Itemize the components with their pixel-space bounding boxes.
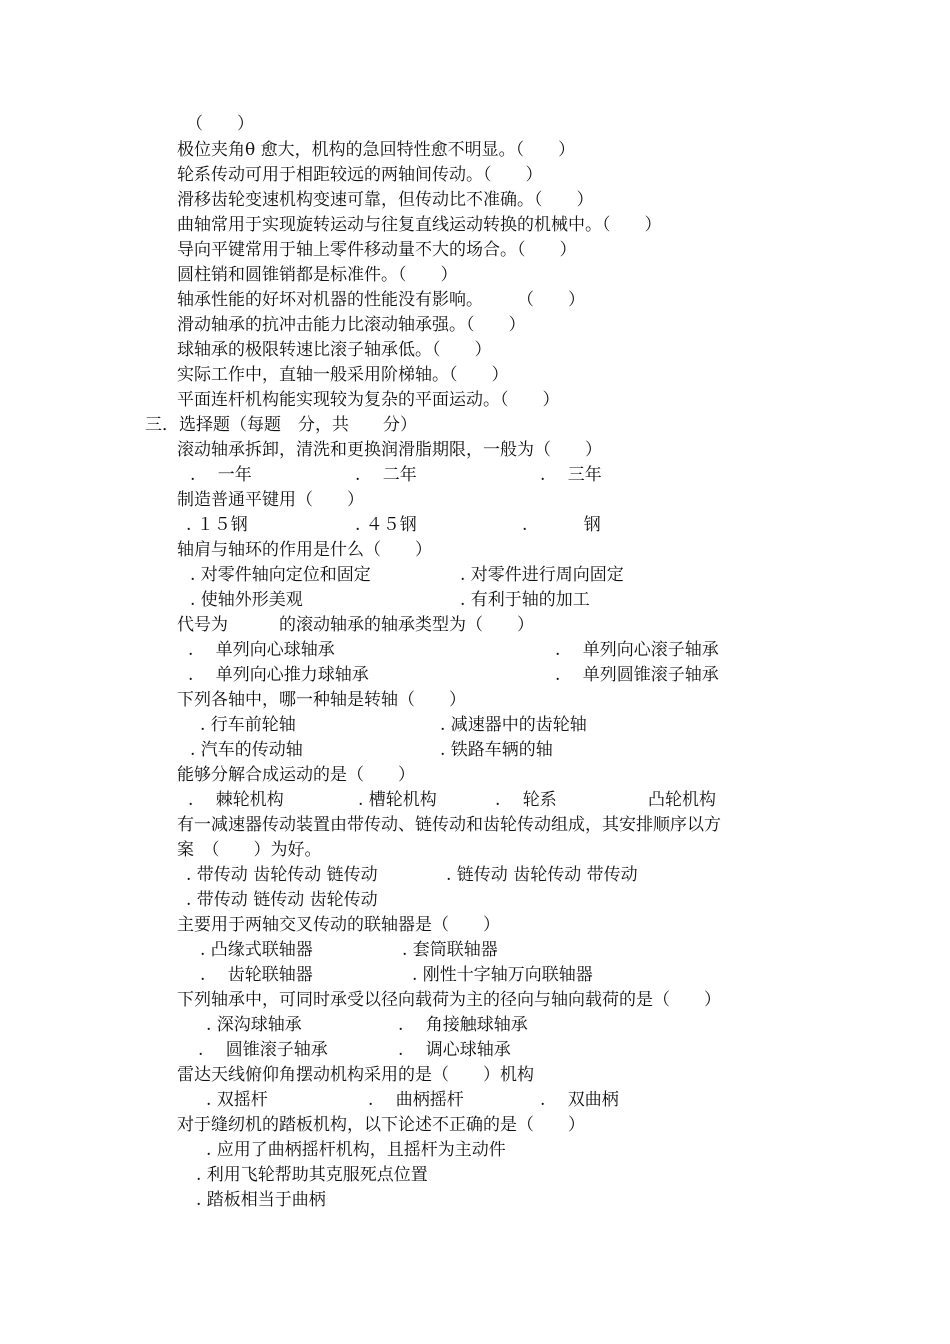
mc-option: . １５钢 (186, 515, 248, 535)
mc-option: . 角接触球轴承 (398, 1015, 528, 1035)
mc-option: . 调心球轴承 (398, 1040, 511, 1060)
mc-option: . 轮系 (495, 790, 557, 810)
mc-question: 雷达天线俯仰角摆动机构采用的是（ ）机构 (177, 1065, 534, 1085)
mc-question: 能够分解合成运动的是（ ） (177, 765, 415, 785)
mc-option: . 双摇杆 (206, 1090, 268, 1110)
mc-option: . 套筒联轴器 (402, 940, 498, 960)
mc-option: . 深沟球轴承 (206, 1015, 302, 1035)
mc-question: 轴肩与轴环的作用是什么（ ） (177, 540, 432, 560)
mc-question: 下列轴承中，可同时承受以径向载荷为主的径向与轴向载荷的是（ ） (177, 990, 721, 1010)
mc-option: . 带传动 齿轮传动 链传动 (186, 865, 378, 885)
mc-options-row (0, 564, 950, 586)
mc-question: 下列各轴中，哪一种轴是转轴（ ） (177, 690, 466, 710)
mc-option: . 减速器中的齿轮轴 (440, 715, 587, 735)
mc-options-row (0, 964, 950, 986)
mc-option: . 有利于轴的加工 (460, 590, 590, 610)
mc-question: 代号为 的滚动轴承的轴承类型为（ ） (177, 615, 534, 635)
mc-option: . ４５钢 (355, 515, 417, 535)
mc-option: . 对零件进行周向固定 (460, 565, 624, 585)
mc-option: . 槽轮机构 (358, 790, 437, 810)
mc-options-row (0, 1039, 950, 1061)
mc-option: . 棘轮机构 (188, 790, 284, 810)
mc-question: 对于缝纫机的踏板机构，以下论述不正确的是（ ） (177, 1115, 585, 1135)
mc-options-row (0, 864, 950, 886)
mc-question: 有一减速器传动装置由带传动、链传动和齿轮传动组成，其安排顺序以方 (177, 815, 721, 835)
mc-option: . 曲柄摇杆 (368, 1090, 464, 1110)
mc-option: . 踏板相当于曲柄 (196, 1190, 326, 1210)
tf-question: 滑移齿轮变速机构变速可靠，但传动比不准确。（ ） (177, 190, 594, 210)
mc-option: . 行车前轮轴 (200, 715, 296, 735)
mc-option: . 二年 (355, 465, 417, 485)
mc-option: . 汽车的传动轴 (190, 740, 303, 760)
mc-option: 凸轮机构 (648, 790, 716, 810)
mc-options-row (0, 664, 950, 686)
mc-option: . 三年 (540, 465, 602, 485)
mc-option: . 铁路车辆的轴 (440, 740, 553, 760)
mc-options-row (0, 789, 950, 811)
mc-option: . 单列圆锥滚子轴承 (555, 665, 719, 685)
mc-option: . 一年 (190, 465, 252, 485)
mc-option: . 齿轮联轴器 (200, 965, 313, 985)
mc-options-row (0, 639, 950, 661)
mc-option: . 单列向心滚子轴承 (555, 640, 719, 660)
mc-options-row (0, 739, 950, 761)
tf-question: 实际工作中，直轴一般采用阶梯轴。（ ） (177, 365, 509, 385)
mc-options-row (0, 889, 950, 911)
mc-option: . 利用飞轮帮助其克服死点位置 (196, 1165, 428, 1185)
mc-option: . 使轴外形美观 (190, 590, 303, 610)
mc-option: . 双曲柄 (540, 1090, 619, 1110)
mc-question: 主要用于两轴交叉传动的联轴器是（ ） (177, 915, 500, 935)
mc-option: . 应用了曲柄摇杆机构，且摇杆为主动件 (206, 1140, 506, 1160)
mc-option: . 圆锥滚子轴承 (198, 1040, 328, 1060)
mc-options-row (0, 464, 950, 486)
mc-question-continued: 案 （ ）为好。 (177, 840, 322, 860)
tf-question: 滑动轴承的抗冲击能力比滚动轴承强。（ ） (177, 315, 526, 335)
tf-question: 圆柱销和圆锥销都是标准件。（ ） (177, 265, 458, 285)
mc-question: 滚动轴承拆卸，清洗和更换润滑脂期限，一般为（ ） (177, 440, 602, 460)
mc-option: . 钢 (522, 515, 601, 535)
tf-question: 轮系传动可用于相距较远的两轴间传动。（ ） (177, 165, 543, 185)
mc-options-row (0, 714, 950, 736)
tf-question-blank: （ ） (186, 114, 254, 134)
mc-question: 制造普通平键用（ ） (177, 490, 364, 510)
mc-options-row (0, 939, 950, 961)
section-heading: 三．选择题（每题 分，共 分） (145, 415, 417, 435)
tf-question: 导向平键常用于轴上零件移动量不大的场合。（ ） (177, 240, 577, 260)
mc-options-row (0, 1089, 950, 1111)
mc-option: . 单列向心推力球轴承 (188, 665, 369, 685)
mc-options-row (0, 514, 950, 536)
mc-options-row (0, 589, 950, 611)
tf-question: 球轴承的极限转速比滚子轴承低。（ ） (177, 340, 492, 360)
mc-option: . 链传动 齿轮传动 带传动 (446, 865, 638, 885)
mc-option: . 刚性十字轴万向联轴器 (412, 965, 593, 985)
tf-question: 极位夹角θ 愈大，机构的急回特性愈不明显。（ ） (177, 140, 576, 160)
mc-option: . 单列向心球轴承 (188, 640, 335, 660)
mc-options-row (0, 1014, 950, 1036)
mc-option: . 凸缘式联轴器 (200, 940, 313, 960)
tf-question: 轴承性能的好坏对机器的性能没有影响。 （ ） (177, 290, 585, 310)
mc-option: . 对零件轴向定位和固定 (190, 565, 371, 585)
tf-question: 曲轴常用于实现旋转运动与往复直线运动转换的机械中。（ ） (177, 215, 662, 235)
mc-option: . 带传动 链传动 齿轮传动 (186, 890, 378, 910)
tf-question: 平面连杆机构能实现较为复杂的平面运动。（ ） (177, 390, 560, 410)
